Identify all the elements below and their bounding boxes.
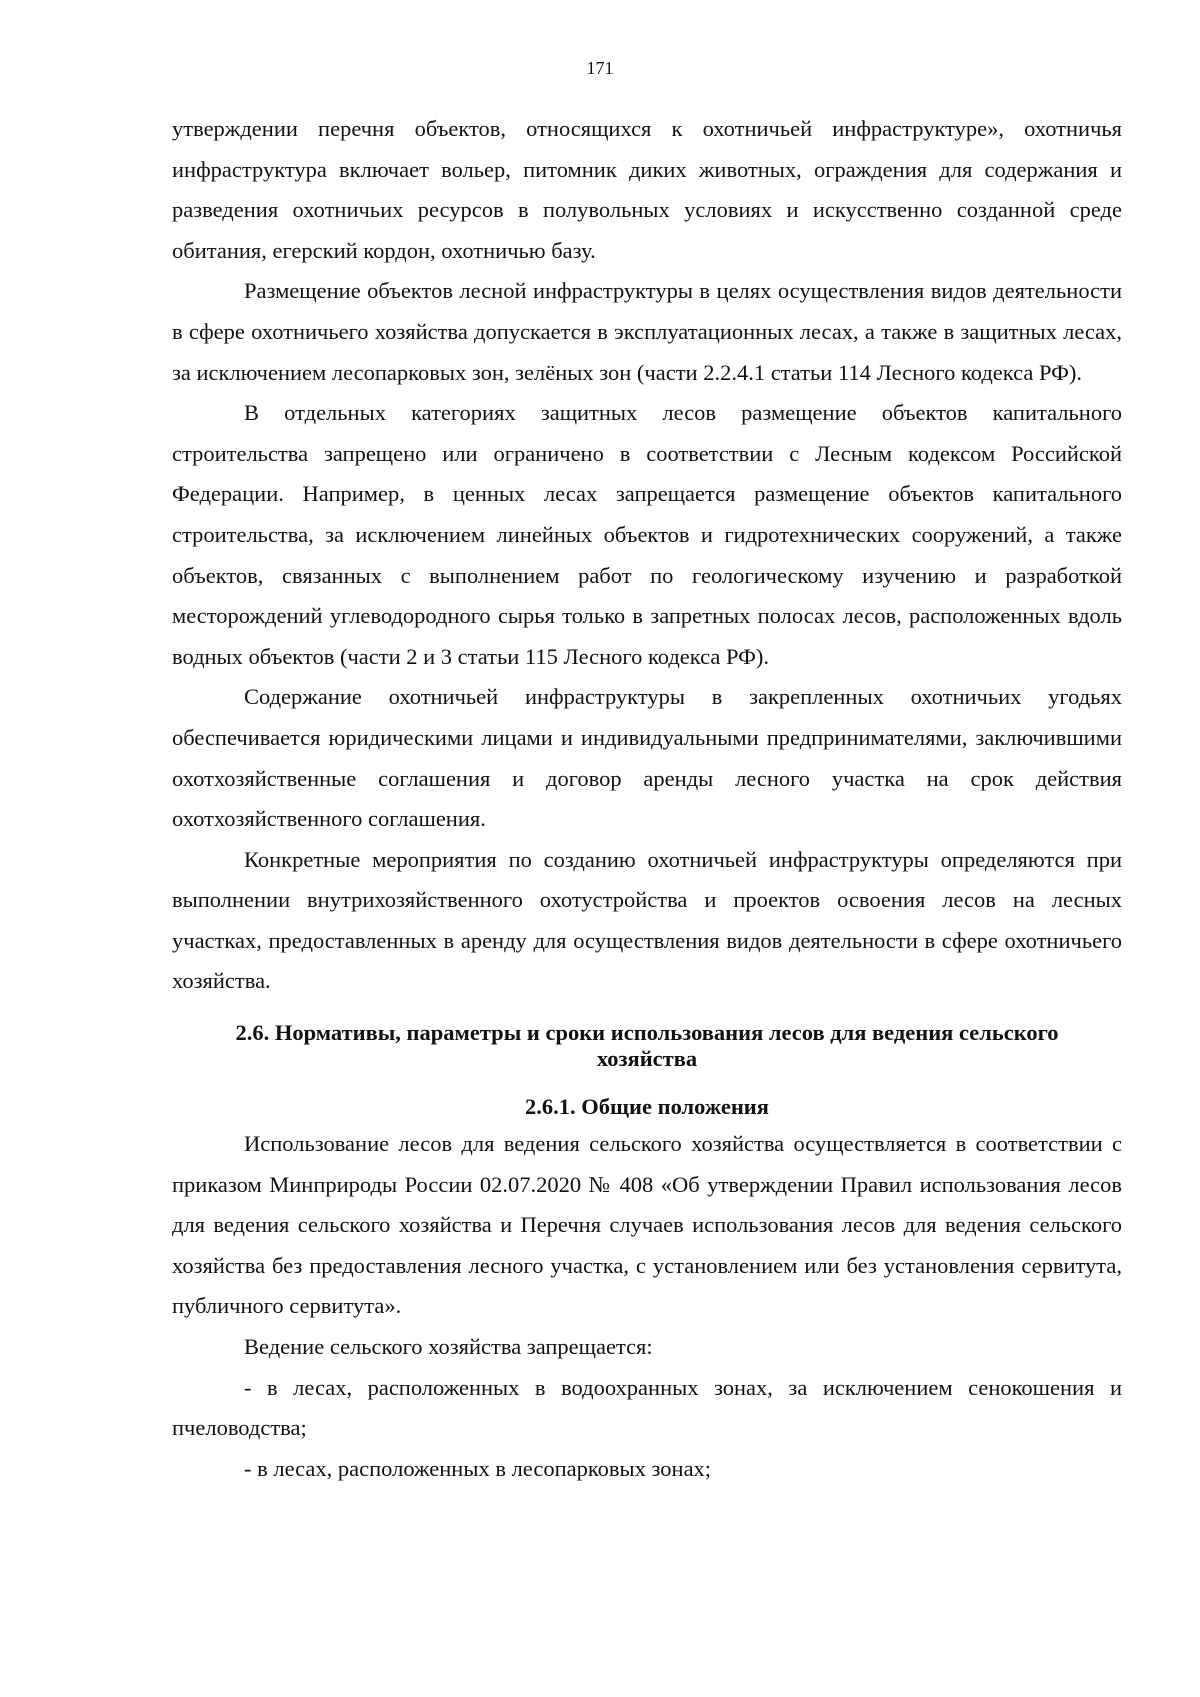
- list-item-forest-park-zones: - в лесах, расположенных в лесопарковых зонах;: [244, 1455, 712, 1481]
- paragraph-forest-infrastructure-placement: Размещение объектов лесной инфраструктуры в целях осуществления видов деятельности в сфере охотничьего хозяйства допускается в эксплуатационных лесах, а также в защитных лесах, за исключением лесопарковых зон, зелёных зон (части 2.2.4.1 статьи 114 Лесного кодекса РФ).: [172, 278, 1122, 385]
- page-body: [172, 109, 1122, 1489]
- paragraph-infrastructure-maintenance: Содержание охотничьей инфраструктуры в закрепленных охотничьих угодьях обеспечивается юридическими лицами и индивидуальными предпринимателями, заключившими охотхозяйственные соглашения и договор аренды лесного участка на срок действия охотхозяйственного соглашения.: [172, 684, 1122, 832]
- paragraph-agriculture-prohibited: Ведение сельского хозяйства запрещается:: [244, 1334, 653, 1360]
- paragraph-protective-forests-restrictions: В отдельных категориях защитных лесов размещение объектов капитального строительства запрещено или ограничено в соответствии с Лесным кодексом Российской Федерации. Например, в ценных лесах запрещается размещение объектов капитального строительства, за исключением линейных объектов и гидротехнических сооружений, а также объектов, связанных с выполнением работ по геологическому изучению и разработкой месторождений углеводородного сырья только в запретных полосах лесов, расположенных вдоль водных объектов (части 2 и 3 статьи 115 Лесного кодекса РФ).: [172, 400, 1122, 669]
- page-number: 171: [586, 58, 614, 78]
- paragraph-agriculture-regulation: Использование лесов для ведения сельского хозяйства осуществляется в соответствии с приказом Минприроды России 02.07.2020 № 408 «Об утверждении Правил использования лесов для ведения сельского хозяйства и Перечня случаев использования лесов для ведения сельского хозяйства без предоставления лесного участка, с установлением или без установления сервитута, публичного сервитута».: [172, 1131, 1122, 1319]
- subsection-heading: 2.6.1. Общие положения: [525, 1094, 769, 1120]
- paragraph-specific-measures: Конкретные мероприятия по созданию охотничьей инфраструктуры определяются при выполнении внутрихозяйственного охотустройства и проектов освоения лесов на лесных участках, предоставленных в аренду для осуществления видов деятельности в сфере охотничьего хозяйства.: [172, 846, 1122, 994]
- list-item-water-protection-zones: - в лесах, расположенных в водоохранных зонах, за исключением сенокошения и пчеловодства;: [172, 1374, 1122, 1441]
- section-heading: 2.6. Нормативы, параметры и сроки использования лесов для ведения сельского хозяйства: [235, 1020, 1059, 1072]
- paragraph-hunting-infrastructure-list: утверждении перечня объектов, относящихся к охотничьей инфраструктуре», охотничья инфраструктура включает вольер, питомник диких животных, ограждения для содержания и разведения охотничьих ресурсов в полувольных условиях и искусственно созданной среде обитания, егерский кордон, охотничью базу.: [172, 116, 1122, 263]
